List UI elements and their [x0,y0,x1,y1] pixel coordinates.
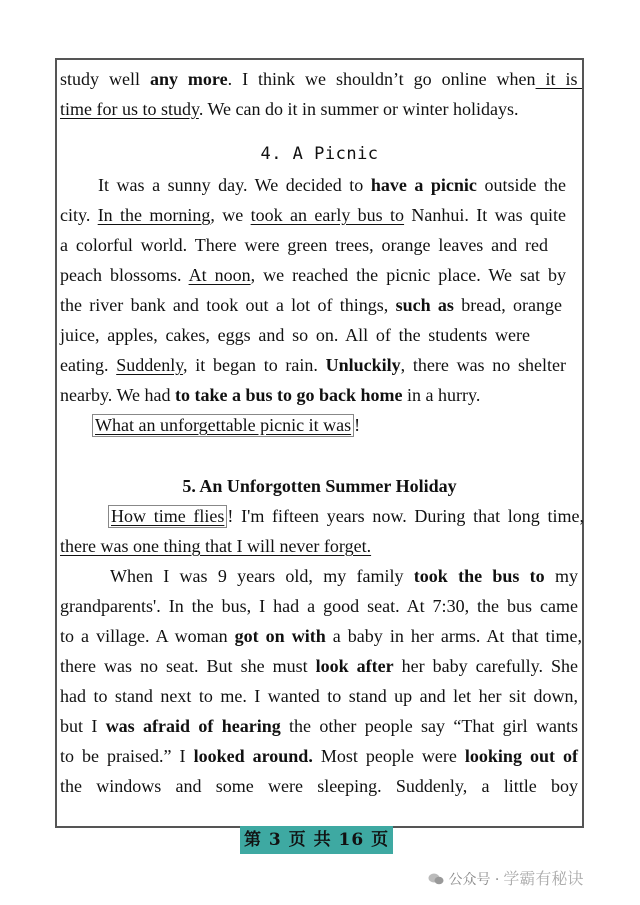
text-line-13: there was one thing that I will never forget. [60,536,372,556]
text-line-7: the river bank and took out a lot of things, such as bread, orange [60,295,562,315]
text-line-8: juice, apples, cakes, eggs and so on. All of the students were [60,325,530,345]
text-line-1: study well any more. I think we shouldn’t go online when it is [60,69,578,89]
text-line-12: How time flies ! I'm fifteen years now. During that long time, [108,505,584,527]
text-line-15: grandparents'. In the bus, I had a good seat. At 7:30, the bus came [60,596,578,616]
text-line-17: there was no seat. But she must look after her baby carefully. She [60,656,578,676]
boxed-phrase-picnic: What an unforgettable picnic it was [92,414,354,437]
text-line-3: It was a sunny day. We decided to have a picnic outside the [98,175,566,195]
watermark-brand: 学霸有秘诀 [503,869,584,888]
section-4-heading: 4. A Picnic [260,144,379,164]
text-line-19: but I was afraid of hearing the other people say “That girl wants [60,716,578,736]
text-line-14: When I was 9 years old, my family took the bus to my [110,566,578,586]
text-line-10: nearby. We had to take a bus to go back home in a hurry. [60,385,481,405]
text-line-11: What an unforgettable picnic it was ! [92,414,614,436]
text-line-20: to be praised.” I looked around. Most people were looking out of [60,746,579,766]
boxed-phrase-time-flies: How time flies [108,505,227,528]
section-5-heading: 5. An Unforgotten Summer Holiday [182,476,457,496]
text-line-9: eating. Suddenly, it began to rain. Unluckily, there was no shelter [60,355,566,375]
watermark [428,866,583,889]
watermark-label: 公众号 · [448,872,500,888]
wechat-icon [428,873,444,885]
text-line-18: had to stand next to me. I wanted to stand up and let her sit down, [60,686,578,706]
page-number-label: 第 3 页 共 16 页 [240,826,393,854]
text-line-16: to a village. A woman got on with a baby in her arms. At that time, [60,626,582,646]
text-line-5: a colorful world. There were green trees, orange leaves and red [60,235,548,255]
text-line-4: city. In the morning, we took an early bus to Nanhui. It was quite [60,205,566,225]
text-line-6: peach blossoms. At noon, we reached the picnic place. We sat by [60,265,567,285]
text-line-2: time for us to study. We can do it in summer or winter holidays. [60,99,519,119]
text-line-21: the windows and some were sleeping. Suddenly, a little boy [60,776,578,796]
